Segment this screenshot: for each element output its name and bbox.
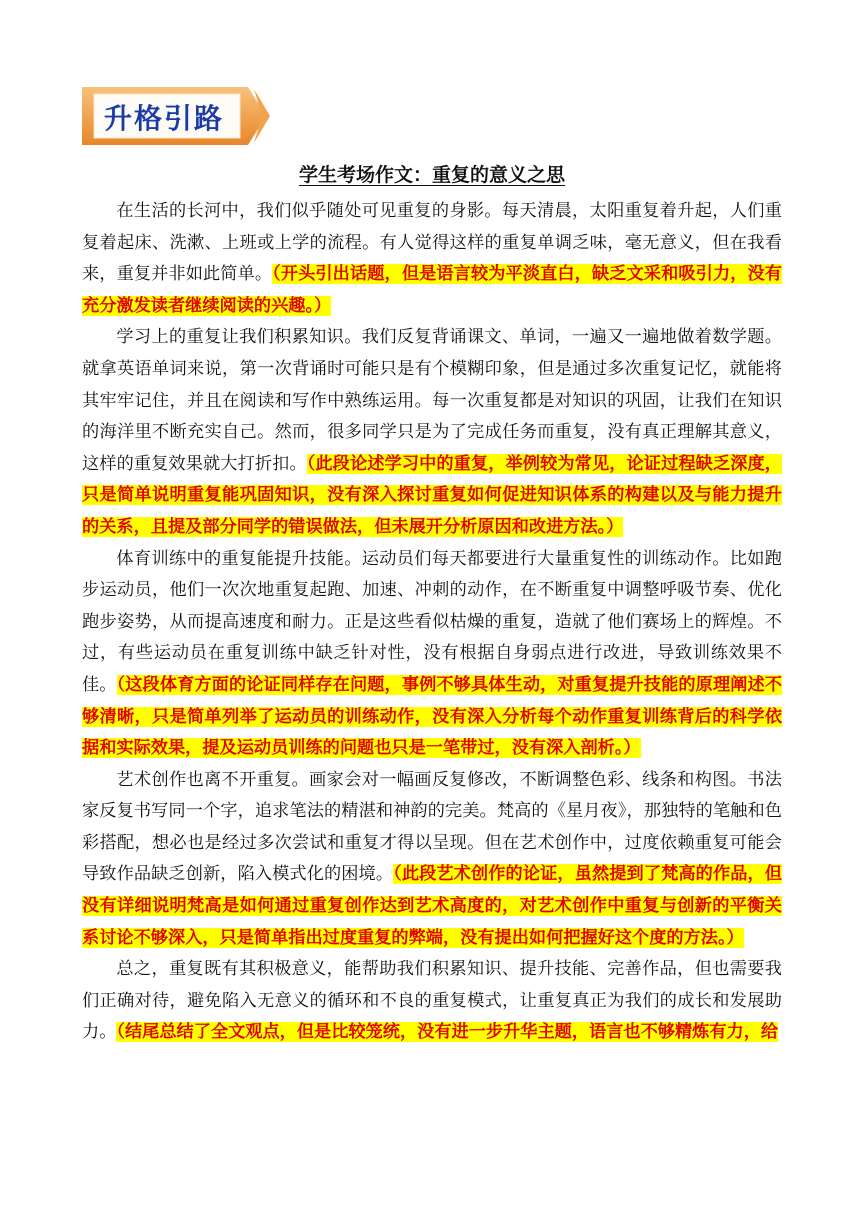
paragraph-text: 总之，重复既有其积极意义，能帮助我们积累知识、提升技能、完善作品，但也需要我们正确对待，避免陷入无意义的循环和不良的重复模式，让重复真正为我们的成长和发展助力。 [82,959,782,1043]
paragraph-text: 体育训练中的重复能提升技能。运动员们每天都要进行大量重复性的训练动作。比如跑步运动员，他们一次次地重复起跑、加速、冲刺的动作，在不断重复中调整呼吸节奏、优化跑步姿势，从而提高速度和耐力。正是这些看似枯燥的重复，造就了他们赛场上的辉煌。不过，有些运动员在重复训练中缺乏针对性，没有根据自身弱点进行改进，导致训练效果不佳。 [82,548,782,695]
paragraph-text: 在生活的长河中，我们似乎随处可见重复的身影。每天清晨，太阳重复着升起，人们重复着起床、洗漱、上班或上学的流程。有人觉得这样的重复单调乏味，毫无意义，但在我看来，重复并非如此简单。 [82,201,782,285]
essay-paragraph [82,196,782,322]
essay-title: 学生考场作文：重复的意义之思 [298,164,565,186]
essay-body [82,196,782,1049]
commentary-note: （这段体育方面的论证同样存在问题，事例不够具体生动，对重复提升技能的原理阐述不够清晰，只是简单列举了运动员的训练动作，没有深入分析每个动作重复训练背后的科学依据和实际效果，提及运动员训练的问题也只是一笔带过，没有深入剖析。） [82,674,782,759]
banner-label: 升格引路 [104,102,225,135]
essay-paragraph [82,544,782,765]
commentary-note: （结尾总结了全文观点，但是比较笼统，没有进一步升华主题，语言也不够精炼有力，给 [116,1022,779,1043]
section-banner [82,85,272,147]
commentary-note: （开头引出话题，但是语言较为平淡直白，缺乏文采和吸引力，没有充分激发读者继续阅读的兴趣。） [82,264,782,316]
essay-paragraph [82,322,782,543]
paragraph-text: 学习上的重复让我们积累知识。我们反复背诵课文、单词，一遍又一遍地做着数学题。就拿英语单词来说，第一次背诵时可能只是有个模糊印象，但是通过多次重复记忆，就能将其牢牢记住，并且在阅读和写作中熟练运用。每一次重复都是对知识的巩固，让我们在知识的海洋里不断充实自己。然而，很多同学只是为了完成任务而重复，没有真正理解其意义，这样的重复效果就大打折扣。 [82,327,782,474]
commentary-note: （此段论述学习中的重复，举例较为常见，论证过程缺乏深度，只是简单说明重复能巩固知识，没有深入探讨重复如何促进知识体系的构建以及与能力提升的关系，且提及部分同学的错误做法，但未展开分析原因和改进方法。） [82,453,782,537]
commentary-note: （此段艺术创作的论证，虽然提到了梵高的作品，但没有详细说明梵高是如何通过重复创作达到艺术高度的，对艺术创作中重复与创新的平衡关系讨论不够深入，只是简单指出过度重复的弊端，没有提出如何把握好这个度的方法。） [82,864,782,948]
paragraph-text: 艺术创作也离不开重复。画家会对一幅画反复修改，不断调整色彩、线条和构图。书法家反复书写同一个字，追求笔法的精湛和神韵的完美。梵高的《星月夜》，那独特的笔触和色彩搭配，想必也是经过多次尝试和重复才得以呈现。但在艺术创作中，过度依赖重复可能会导致作品缺乏创新，陷入模式化的困境。 [82,769,782,885]
essay-paragraph [82,765,782,955]
essay-paragraph [82,954,782,1049]
